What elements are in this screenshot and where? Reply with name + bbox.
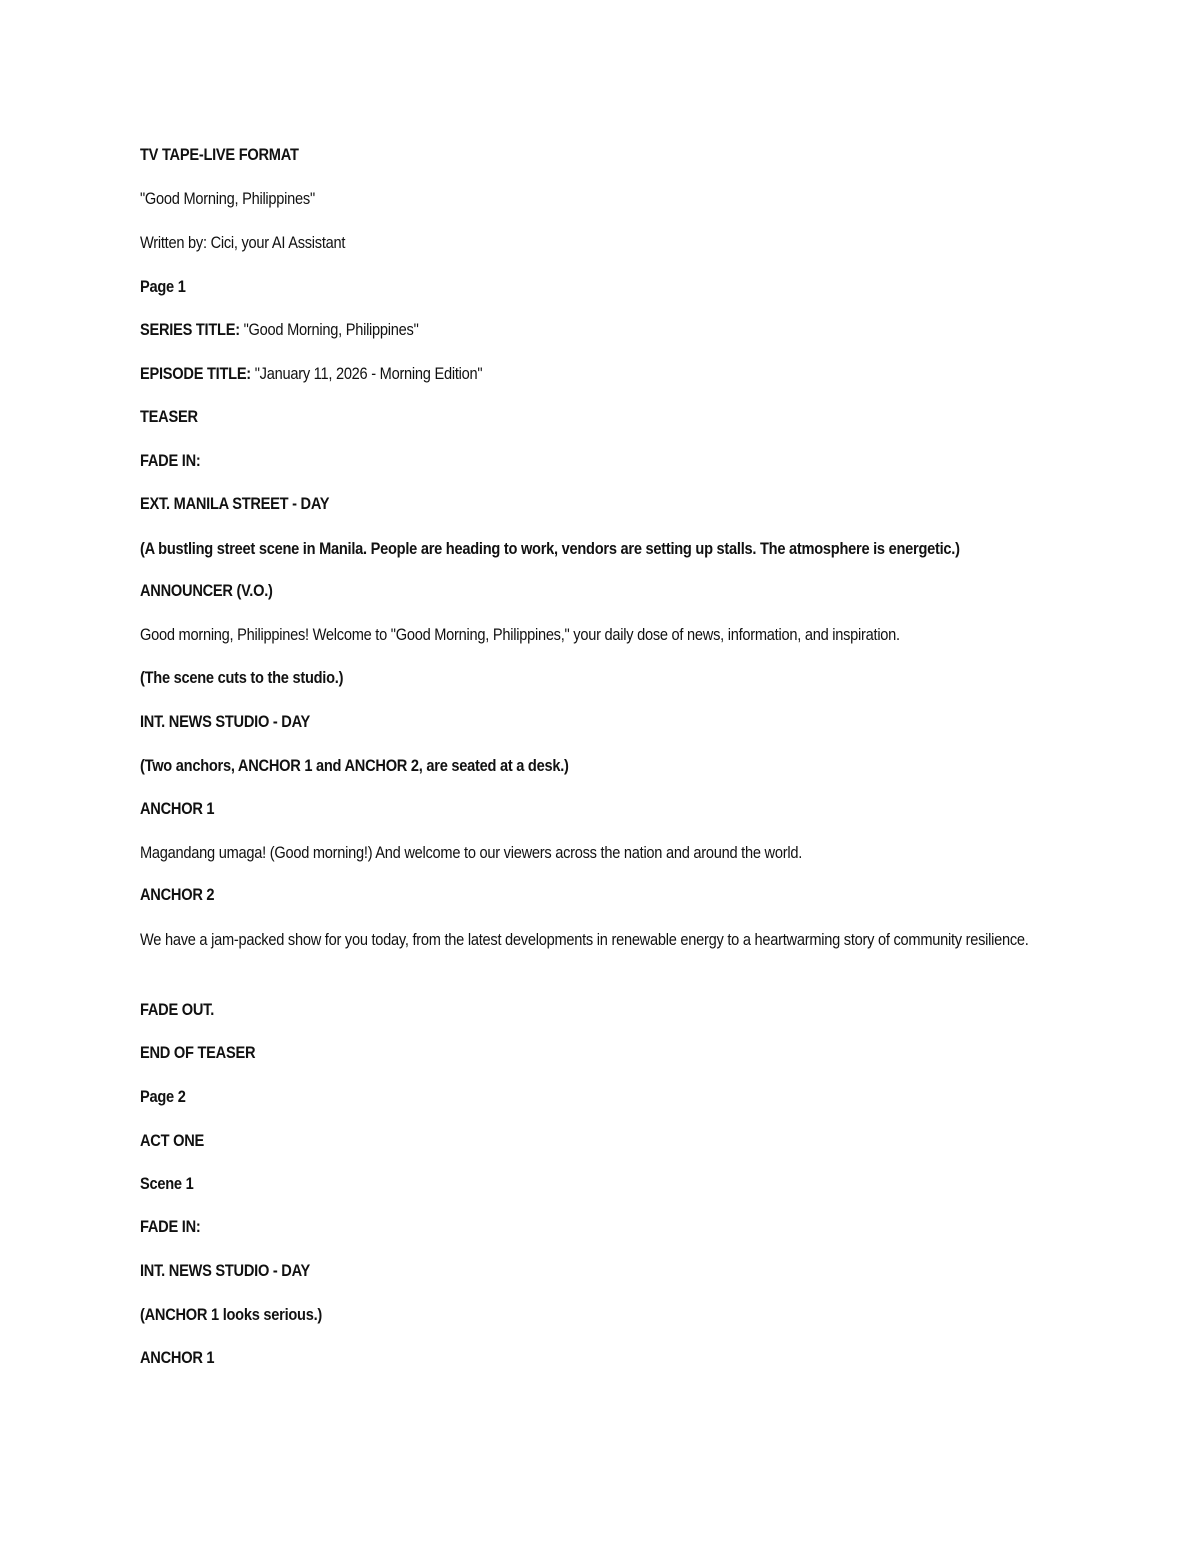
series-title-value: "Good Morning, Philippines" [239,320,419,339]
series-title-line [140,316,931,343]
scene-heading: EXT. MANILA STREET - DAY [140,494,330,513]
character-name: ANCHOR 1 [140,1348,215,1367]
page-number: Page 1 [140,277,186,296]
stage-direction: (ANCHOR 1 looks serious.) [140,1305,323,1324]
series-title-label: SERIES TITLE: [140,320,240,339]
author-line: Written by: Cici, your AI Assistant [140,233,346,252]
dialogue: We have a jam-packed show for you today, from the latest developments in renewable energy to a heartwarming story of community resilience. [140,930,1029,949]
dialogue: Magandang umaga! (Good morning!) And welcome to our viewers across the nation and around the world. [140,843,802,862]
transition: FADE IN: [140,451,201,470]
scene-number: Scene 1 [140,1174,194,1193]
stage-direction: (Two anchors, ANCHOR 1 and ANCHOR 2, are seated at a desk.) [140,756,569,775]
page-number: Page 2 [140,1087,186,1106]
episode-title-line [140,360,931,387]
transition: FADE OUT. [140,1000,215,1019]
stage-direction: (The scene cuts to the studio.) [140,668,344,687]
episode-title-label: EPISODE TITLE: [140,364,251,383]
section-heading: TEASER [140,407,198,426]
scene-heading: INT. NEWS STUDIO - DAY [140,1261,311,1280]
format-heading: TV TAPE-LIVE FORMAT [140,145,299,164]
dialogue: Good morning, Philippines! Welcome to "Good Morning, Philippines," your daily dose of news, information, and inspiration. [140,625,900,644]
show-title: "Good Morning, Philippines" [140,189,315,208]
character-name: ANCHOR 2 [140,885,215,904]
stage-direction: (A bustling street scene in Manila. People are heading to work, vendors are setting up stalls. The atmosphere is energetic.) [140,539,960,558]
episode-title-value: "January 11, 2026 - Morning Edition" [250,364,483,383]
character-name: ANCHOR 1 [140,799,215,818]
character-name: ANNOUNCER (V.O.) [140,581,273,600]
transition: FADE IN: [140,1217,201,1236]
section-end: END OF TEASER [140,1043,256,1062]
scene-heading: INT. NEWS STUDIO - DAY [140,712,311,731]
act-heading: ACT ONE [140,1131,204,1150]
